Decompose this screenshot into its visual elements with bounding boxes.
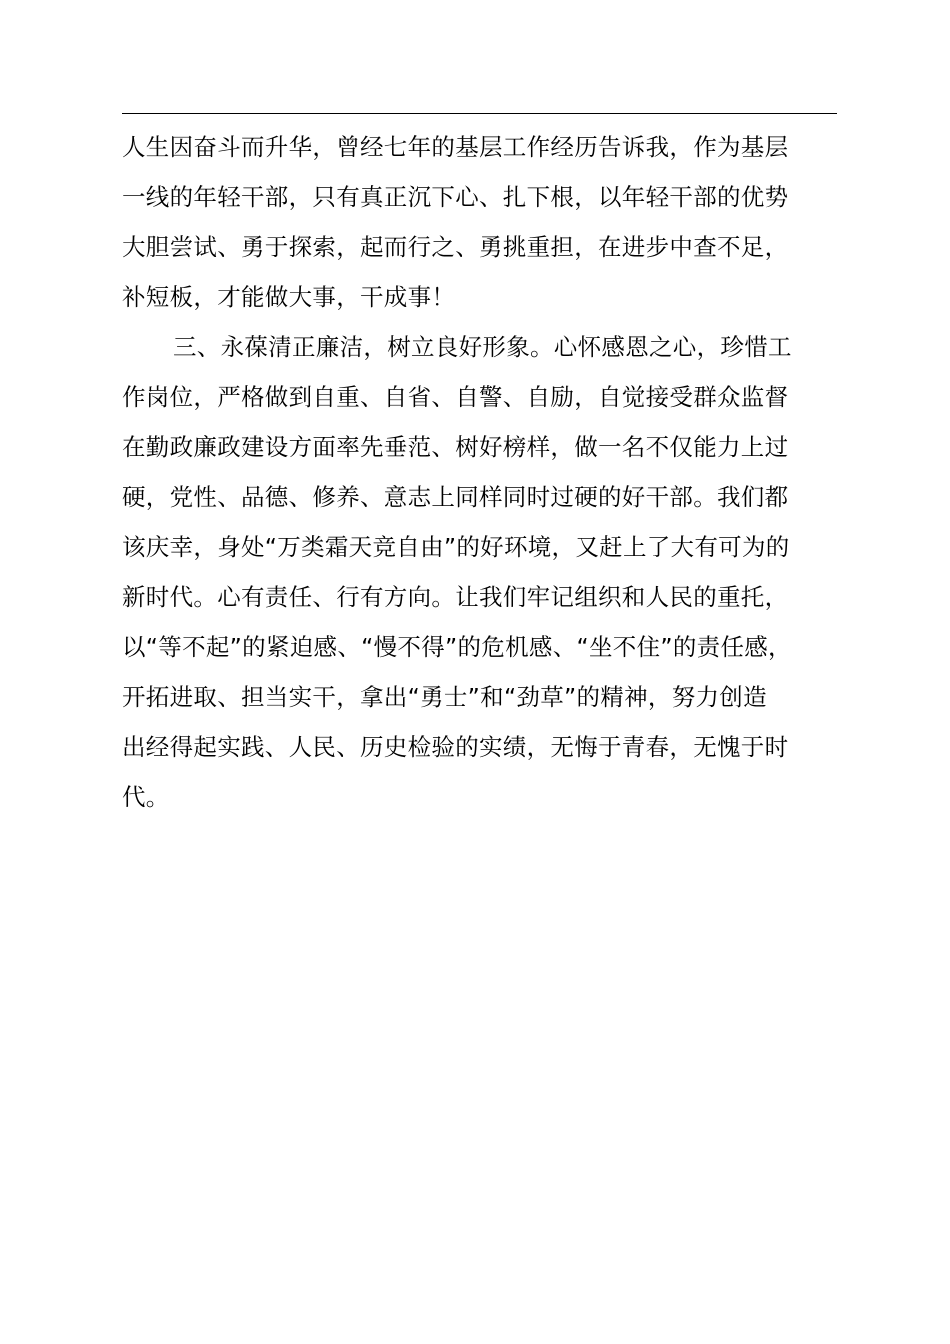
text-line: 在勤政廉政建设方面率先垂范、树好榜样，做一名不仅能力上过 (122, 433, 789, 461)
section-heading-line: 三、永葆清正廉洁，树立良好形象。心怀感恩之心，珍惜工 (173, 333, 792, 361)
text-line: 出经得起实践、人民、历史检验的实绩，无悔于青春，无愧于时 (122, 733, 789, 761)
text-line: 人生因奋斗而升华，曾经七年的基层工作经历告诉我，作为基层 (122, 133, 789, 161)
text-line: 以“等不起”的紧迫感、“慢不得”的危机感、“坐不住”的责任感， (122, 633, 792, 661)
text-line: 大胆尝试、勇于探索，起而行之、勇挑重担，在进步中查不足， (122, 233, 789, 261)
header-rule (122, 113, 837, 114)
body-text (122, 122, 882, 822)
text-line: 新时代。心有责任、行有方向。让我们牢记组织和人民的重托， (122, 583, 789, 611)
text-line: 该庆幸，身处“万类霜天竞自由”的好环境，又赶上了大有可为的 (122, 533, 790, 561)
text-line: 作岗位，严格做到自重、自省、自警、自励，自觉接受群众监督 (122, 383, 789, 411)
text-line: 代。 (122, 783, 170, 811)
text-line: 一线的年轻干部，只有真正沉下心、扎下根，以年轻干部的优势 (122, 183, 789, 211)
text-line: 补短板，才能做大事，干成事！ (122, 283, 456, 311)
text-line: 硬，党性、品德、修养、意志上同样同时过硬的好干部。我们都 (122, 483, 789, 511)
text-line: 开拓进取、担当实干，拿出“勇士”和“劲草”的精神，努力创造 (122, 683, 767, 711)
